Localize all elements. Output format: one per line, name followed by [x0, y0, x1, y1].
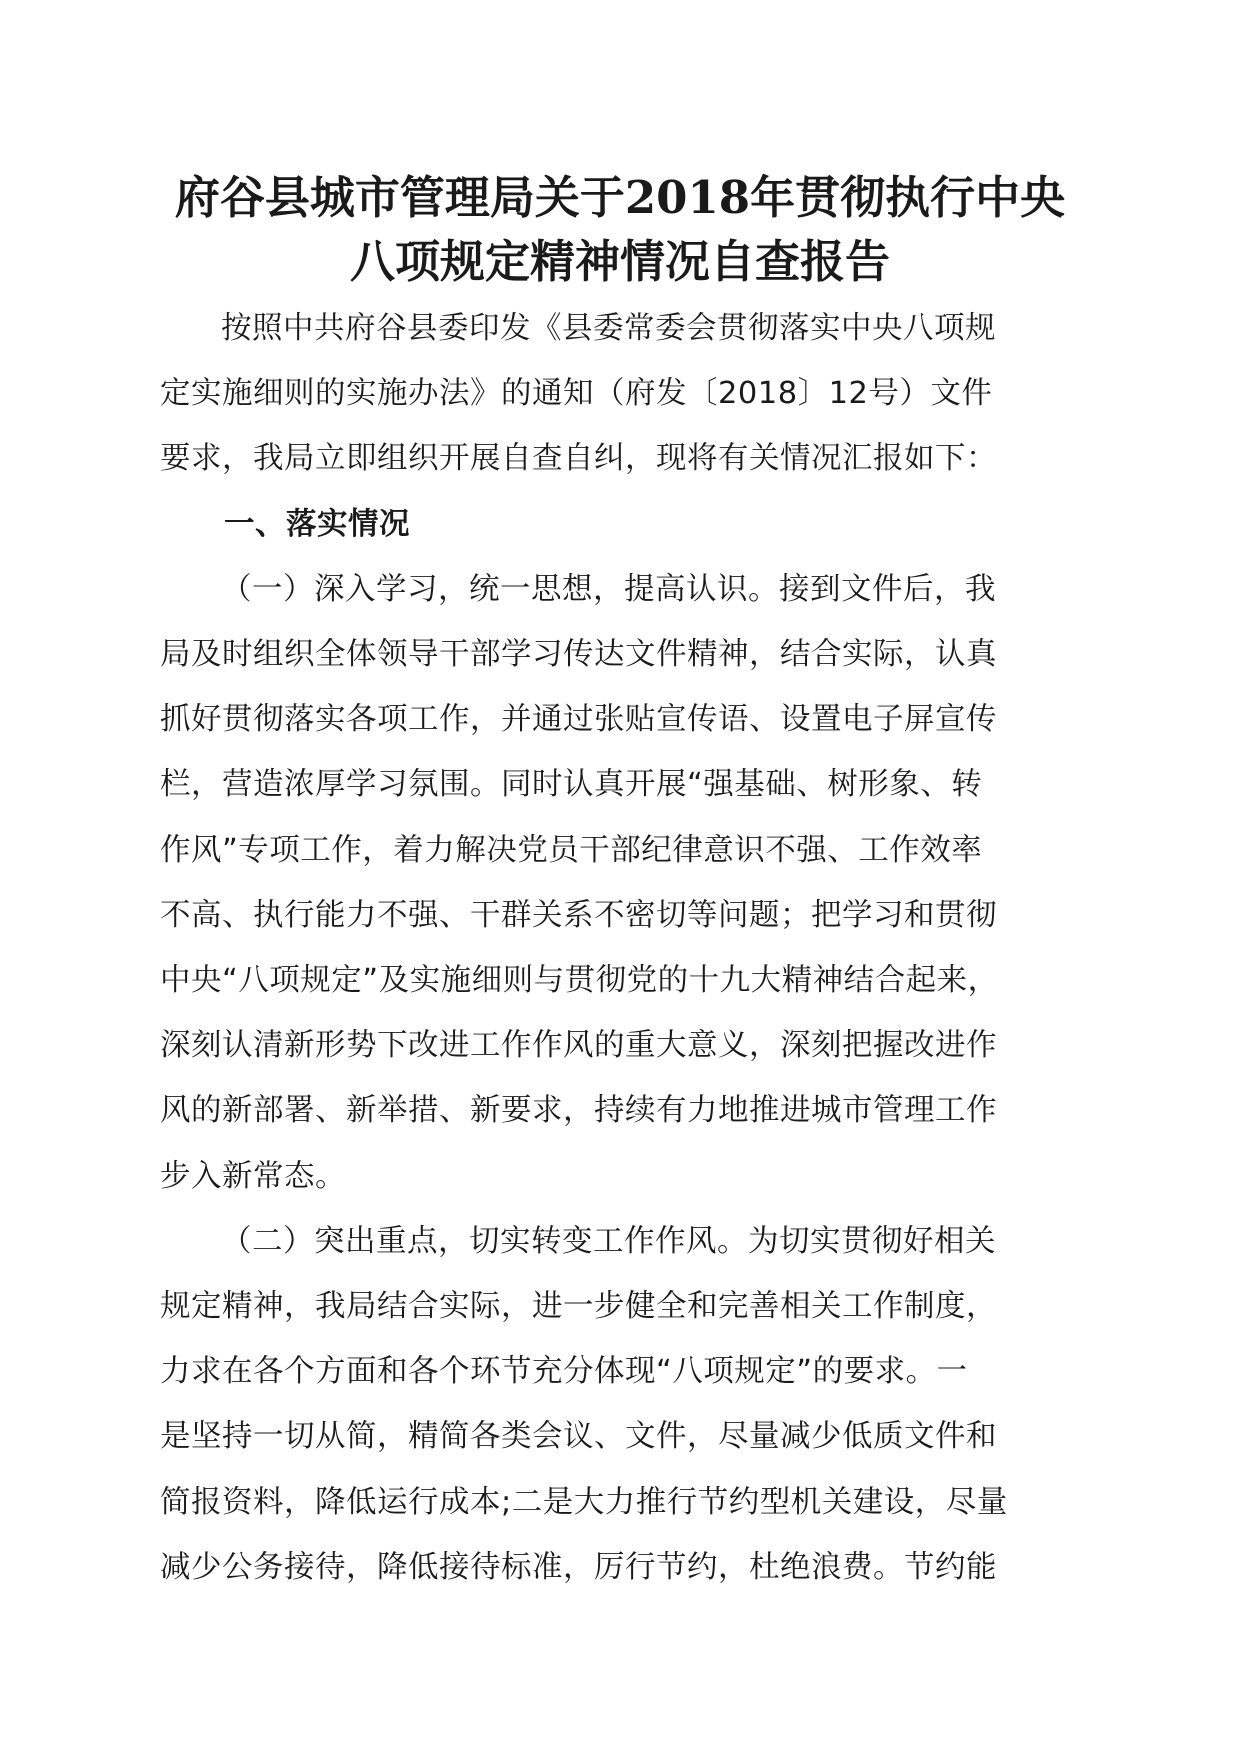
text-line: （一）深入学习，统一思想，提高认识。接到文件后，我 [221, 571, 996, 607]
text-line: 是坚持一切从简，精简各类会议、文件，尽量减少低质文件和 [160, 1419, 997, 1455]
text-line: 要求，我局立即组织开展自查自纠，现将有关情况汇报如下： [160, 441, 997, 477]
text-line: 简报资料，降低运行成本;二是大力推行节约型机关建设，尽量 [160, 1484, 1008, 1520]
text-line: 力求在各个方面和各个环节充分体现“八项规定”的要求。一 [160, 1354, 968, 1390]
text-line: 风的新部署、新举措、新要求，持续有力地推进城市管理工作 [160, 1093, 997, 1129]
document-title-line-1: 府谷县城市管理局关于2018年贯彻执行中央 [174, 171, 1066, 224]
text-line: 规定精神，我局结合实际，进一步健全和完善相关工作制度， [160, 1289, 997, 1325]
text-line: （二）突出重点，切实转变工作作风。为切实贯彻好相关 [221, 1223, 996, 1259]
text-line: 定实施细则的实施办法》的通知（府发〔2018〕12号）文件 [160, 376, 993, 412]
text-line: 深刻认清新形势下改进工作作风的重大意义，深刻把握改进作 [160, 1028, 997, 1064]
document-title-line-2: 八项规定精神情况自查报告 [349, 235, 890, 288]
text-line: 栏，营造浓厚学习氛围。同时认真开展“强基础、树形象、转 [160, 767, 983, 803]
text-line: 不高、执行能力不强、干群关系不密切等问题；把学习和贯彻 [160, 897, 997, 933]
text-line: 作风”专项工作，着力解决党员干部纪律意识不强、工作效率 [160, 832, 983, 868]
text-line: 中央“八项规定”及实施细则与贯彻党的十九大精神结合起来， [160, 963, 999, 999]
text-line: 减少公务接待，降低接待标准，厉行节约，杜绝浪费。节约能 [160, 1549, 997, 1585]
intro-paragraph [160, 296, 1120, 492]
document-body [160, 296, 1120, 1600]
subsection-1-paragraph [160, 557, 1120, 1209]
text-line: 抓好贯彻落实各项工作，并通过张贴宣传语、设置电子屏宣传 [160, 702, 997, 738]
subsection-2-paragraph [160, 1209, 1120, 1600]
text-line: 步入新常态。 [160, 1158, 346, 1194]
section-heading: 一、落实情况 [224, 506, 411, 542]
text-line: 按照中共府谷县委印发《县委常委会贯彻落实中央八项规 [221, 311, 996, 346]
text-line: 局及时组织全体领导干部学习传达文件精神，结合实际，认真 [160, 637, 997, 673]
